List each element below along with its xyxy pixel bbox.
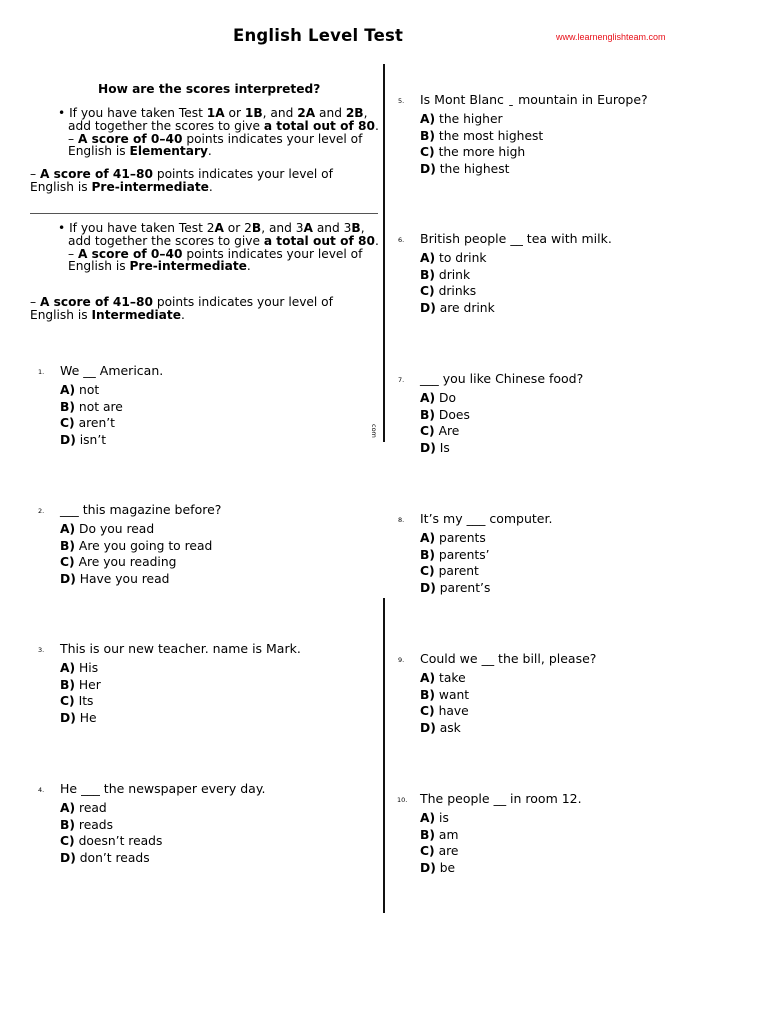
option-text: be	[435, 860, 456, 875]
answer-option[interactable]	[420, 301, 495, 315]
answer-option[interactable]	[60, 661, 98, 675]
answer-option[interactable]	[420, 441, 450, 455]
option-letter: B)	[60, 399, 75, 414]
option-letter: D)	[420, 161, 436, 176]
option-text: not are	[75, 399, 123, 414]
question-text: He ___ the newspaper every day.	[60, 781, 266, 796]
answer-option[interactable]	[420, 391, 456, 405]
answer-option[interactable]	[420, 424, 459, 438]
option-text: doesn’t reads	[74, 834, 163, 848]
option-letter: B)	[60, 538, 75, 553]
answer-option[interactable]	[60, 801, 107, 815]
answer-option[interactable]	[420, 145, 525, 159]
scores-bullet-1: • If you have taken Test 1A or 1B, and 2A and 2B, add together the scores to give a total out of 80. – A score of 0–40 points indicates your level of English is Elementary.	[58, 106, 379, 159]
option-text: take	[435, 671, 466, 685]
question-number: 3.	[38, 646, 45, 654]
score-text-run: A score of 41–80	[39, 167, 153, 181]
option-text: want	[435, 687, 470, 702]
question-number: 8.	[398, 516, 405, 524]
score-text-run: A score of 41–80	[39, 295, 153, 309]
option-letter: A)	[420, 811, 436, 825]
answer-option[interactable]	[420, 844, 458, 858]
option-text: am	[435, 827, 459, 842]
option-letter: A)	[420, 531, 436, 545]
answer-option[interactable]	[60, 400, 123, 414]
scores-bullet-2: • If you have taken Test 2A or 2B, and 3A and 3B, add together the scores to give a total out of 80. – A score of 0–40 points indicates your level of English is Pre-intermediate.	[58, 221, 379, 274]
option-text: Do	[435, 391, 457, 405]
answer-option[interactable]	[420, 581, 490, 595]
option-text: read	[75, 801, 107, 815]
question-number: 2.	[38, 507, 45, 515]
column-divider-bottom	[383, 598, 385, 913]
option-letter: D)	[60, 850, 76, 865]
option-text: Do you read	[75, 522, 155, 536]
score-text-run: A	[214, 221, 224, 235]
score-text-run: , add together the scores to give	[68, 106, 368, 133]
score-text-run: 2A	[297, 106, 316, 120]
score-text-run: B	[251, 221, 262, 235]
option-text: parent	[434, 564, 479, 578]
score-text-run: points indicates your level of English is	[68, 131, 363, 159]
answer-option[interactable]	[420, 251, 487, 265]
option-text: are drink	[435, 300, 495, 315]
option-text: parents’	[435, 547, 490, 562]
question-text: British people __ tea with milk.	[420, 231, 612, 246]
answer-option[interactable]	[60, 678, 101, 692]
option-letter: C)	[420, 564, 435, 578]
answer-option[interactable]	[420, 112, 503, 126]
question-text: The people __ in room 12.	[420, 791, 582, 806]
score-text-run: 2B	[345, 106, 364, 120]
question-number: 4.	[38, 786, 45, 794]
option-text: don’t reads	[75, 850, 150, 865]
section-divider	[30, 213, 378, 214]
score-text-run: Pre-intermediate	[91, 179, 209, 194]
score-text-run: Pre-intermediate	[129, 259, 247, 274]
option-text: Does	[435, 407, 470, 422]
option-letter: A)	[60, 801, 76, 815]
option-text: not	[75, 383, 100, 397]
question-text: We __ American.	[60, 363, 164, 378]
answer-option[interactable]	[60, 539, 212, 553]
option-text: ask	[435, 720, 461, 735]
option-text: aren’t	[74, 416, 115, 430]
question-text: This is our new teacher. name is Mark.	[60, 641, 301, 656]
answer-option[interactable]	[420, 284, 476, 298]
option-letter: A)	[420, 671, 436, 685]
option-letter: D)	[60, 710, 76, 725]
option-text: His	[75, 661, 99, 675]
option-letter: A)	[60, 383, 76, 397]
score-text-run: and 3	[312, 221, 352, 235]
question-text: ___ this magazine before?	[60, 502, 222, 517]
answer-option[interactable]	[60, 711, 97, 725]
answer-option[interactable]	[420, 671, 466, 685]
score-text-run: points indicates your level of English is	[30, 167, 333, 194]
question-number: 10.	[397, 796, 408, 804]
option-letter: C)	[420, 284, 435, 298]
option-letter: C)	[420, 145, 435, 159]
answer-option[interactable]	[420, 531, 486, 545]
option-letter: B)	[420, 687, 435, 702]
score-text-run: .	[208, 179, 213, 194]
answer-option[interactable]	[60, 555, 176, 569]
option-text: parents	[435, 531, 486, 545]
score-text-run: –	[30, 167, 40, 181]
option-text: Her	[75, 677, 101, 692]
option-letter: B)	[420, 827, 435, 842]
option-letter: B)	[60, 677, 75, 692]
answer-option[interactable]	[420, 564, 479, 578]
scores-dash-2	[30, 296, 380, 322]
question-number: 1.	[38, 368, 45, 376]
option-text: the most highest	[435, 128, 544, 143]
question-text: Is Mont Blanc ˍ mountain in Europe?	[420, 92, 648, 107]
option-text: Are	[434, 424, 460, 438]
question-text: It’s my ___ computer.	[420, 511, 553, 526]
option-letter: D)	[420, 860, 436, 875]
option-letter: C)	[60, 416, 75, 430]
option-letter: C)	[420, 704, 435, 718]
score-text-run: or	[224, 106, 245, 120]
score-text-run: .	[207, 144, 212, 159]
answer-option[interactable]	[60, 383, 99, 397]
score-text-run: points indicates your level of English is	[68, 246, 363, 274]
score-text-run: . –	[68, 233, 379, 261]
option-letter: C)	[420, 424, 435, 438]
answer-option[interactable]	[60, 433, 106, 447]
score-text-run: Intermediate	[91, 307, 181, 322]
answer-option[interactable]	[420, 408, 470, 422]
question-number: 6.	[398, 236, 405, 244]
option-letter: D)	[60, 571, 76, 586]
option-letter: D)	[60, 432, 76, 447]
option-letter: B)	[420, 547, 435, 562]
option-letter: C)	[60, 834, 75, 848]
option-text: Is	[435, 440, 450, 455]
question-number: 5.	[398, 97, 405, 105]
score-text-run: Elementary	[129, 144, 208, 159]
page-title: English Level Test	[233, 26, 404, 45]
option-letter: D)	[420, 580, 436, 595]
score-text-run: .	[246, 259, 251, 274]
score-text-run: –	[30, 295, 40, 309]
score-text-run: B	[351, 221, 361, 235]
question-text: ___ you like Chinese food?	[420, 371, 584, 386]
option-letter: D)	[420, 720, 436, 735]
score-text-run: . –	[68, 118, 379, 146]
answer-option[interactable]	[60, 694, 93, 708]
option-text: to drink	[435, 251, 487, 265]
answer-option[interactable]	[60, 572, 169, 586]
option-text: Are you reading	[74, 555, 177, 569]
answer-option[interactable]	[420, 688, 469, 702]
score-text-run: a total out of 80	[263, 118, 375, 133]
option-letter: C)	[60, 555, 75, 569]
option-text: He	[75, 710, 97, 725]
website-link[interactable]: www.learnenglishteam.com	[556, 32, 666, 42]
option-text: drink	[435, 267, 471, 282]
answer-option[interactable]	[60, 834, 162, 848]
option-letter: A)	[420, 112, 436, 126]
score-text-run: , add together the scores to give	[68, 221, 365, 248]
option-text: the highest	[435, 161, 510, 176]
option-text: drinks	[434, 284, 477, 298]
answer-option[interactable]	[420, 548, 490, 562]
option-text: reads	[75, 817, 114, 832]
answer-option[interactable]	[420, 721, 461, 735]
score-text-run: and	[315, 106, 346, 120]
score-text-run: , and 3	[261, 221, 304, 235]
option-text: the more high	[434, 145, 526, 159]
option-text: Its	[74, 694, 94, 708]
answer-option[interactable]	[420, 704, 469, 718]
score-text-run: or 2	[223, 221, 252, 235]
option-letter: A)	[420, 251, 436, 265]
answer-option[interactable]	[420, 268, 470, 282]
score-text-run: A	[303, 221, 313, 235]
option-letter: D)	[420, 440, 436, 455]
option-text: have	[434, 704, 469, 718]
answer-option[interactable]	[60, 522, 154, 536]
score-text-run: If you have taken Test 2	[69, 221, 215, 235]
option-text: Are you going to read	[75, 538, 213, 553]
option-text: isn’t	[75, 432, 107, 447]
scores-dash-1	[30, 168, 380, 194]
option-letter: B)	[420, 267, 435, 282]
option-letter: A)	[60, 661, 76, 675]
question-number: 7.	[398, 376, 405, 384]
score-text-run: 1B	[244, 106, 263, 120]
question-number: 9.	[398, 656, 405, 664]
score-text-run: A score of 0–40	[77, 246, 183, 261]
option-letter: A)	[60, 522, 76, 536]
option-letter: C)	[420, 844, 435, 858]
option-letter: C)	[60, 694, 75, 708]
score-text-run: .	[181, 307, 185, 322]
score-text-run: If you have taken Test	[69, 106, 207, 120]
option-letter: B)	[420, 407, 435, 422]
option-letter: D)	[420, 300, 436, 315]
answer-option[interactable]	[420, 129, 543, 143]
question-text: Could we __ the bill, please?	[420, 651, 597, 666]
answer-option[interactable]	[60, 818, 113, 832]
answer-option[interactable]	[420, 861, 455, 875]
scores-heading: How are the scores interpreted?	[98, 82, 321, 96]
option-letter: A)	[420, 391, 436, 405]
answer-option[interactable]	[60, 416, 115, 430]
option-text: parent’s	[435, 580, 491, 595]
answer-option[interactable]	[420, 828, 458, 842]
side-mark: com	[370, 424, 378, 438]
score-text-run: a total out of 80	[263, 233, 375, 248]
option-letter: B)	[420, 128, 435, 143]
option-text: Have you read	[75, 571, 170, 586]
option-text: are	[434, 844, 459, 858]
answer-option[interactable]	[420, 162, 509, 176]
score-text-run: A score of 0–40	[77, 131, 183, 146]
option-text: is	[435, 811, 449, 825]
option-text: the higher	[435, 112, 503, 126]
score-text-run: points indicates your level of English is	[30, 295, 333, 322]
answer-option[interactable]	[60, 851, 150, 865]
score-text-run: 1A	[206, 106, 225, 120]
answer-option[interactable]	[420, 811, 449, 825]
score-text-run: , and	[262, 106, 298, 120]
option-letter: B)	[60, 817, 75, 832]
